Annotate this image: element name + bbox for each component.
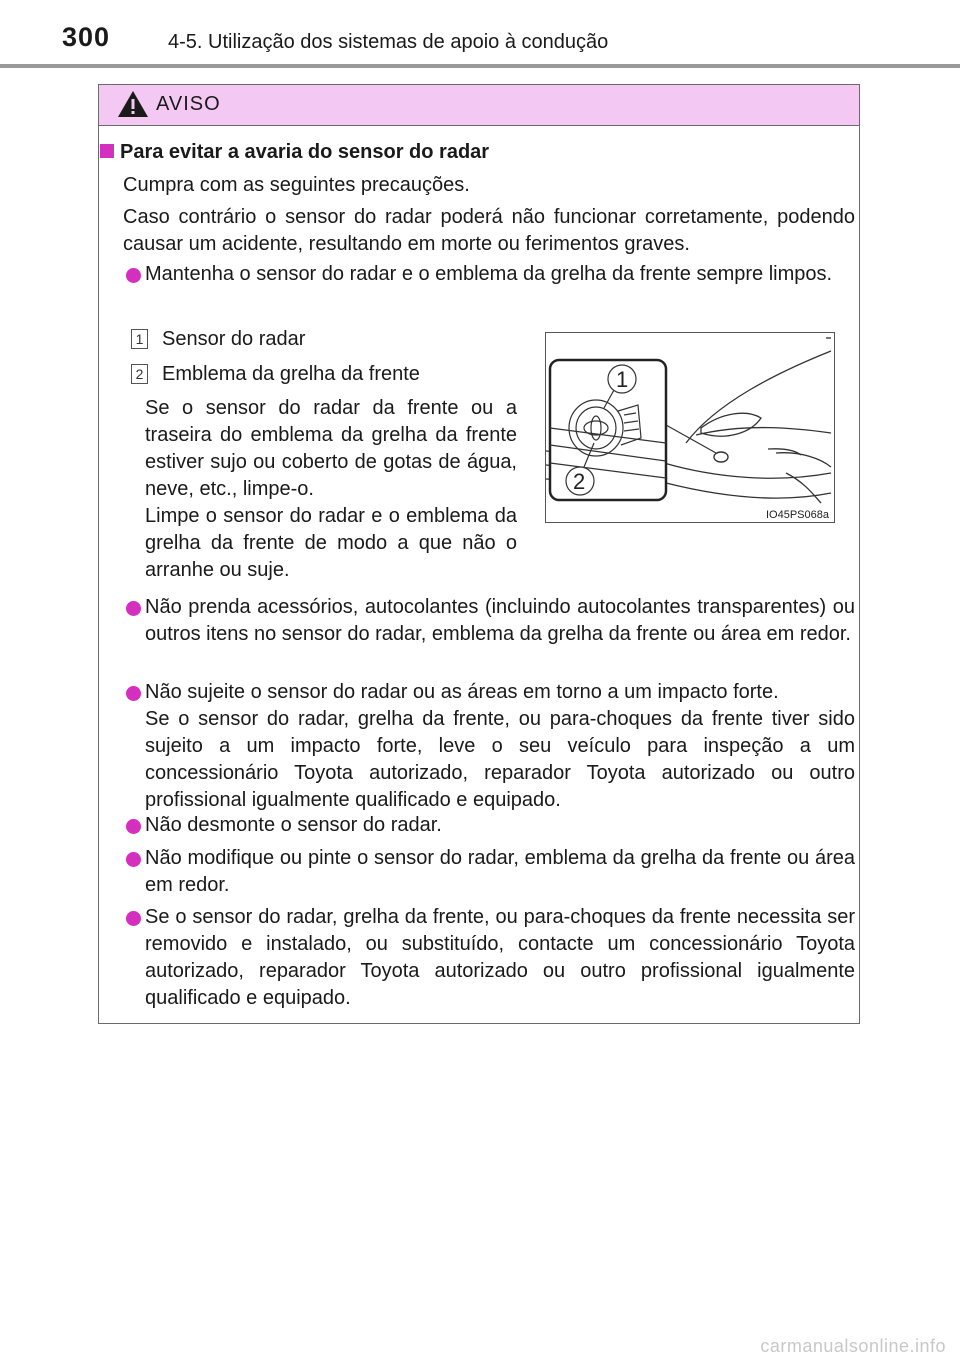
- bullet-no-accessories: Não prenda acessórios, autocolantes (incluindo autocolantes transparentes) ou outros itens no sensor do radar, emblema da grelha da frente ou área em redor.: [145, 596, 855, 645]
- bullet-dot-icon: [126, 268, 141, 283]
- bullet-dot-icon: [126, 911, 141, 926]
- bullet-dot-icon: [126, 601, 141, 616]
- figure-radar-sensor-location: [545, 332, 835, 523]
- intro-paragraph: Caso contrário o sensor do radar poderá não funcionar corretamente, podendo causar um acidente, resultando em morte ou ferimentos graves.: [123, 206, 855, 255]
- callout-label: 1: [616, 367, 629, 392]
- warning-heading-text: Para evitar a avaria do sensor do radar: [120, 141, 490, 163]
- legend-grille-emblem: Emblema da grelha da frente: [162, 363, 420, 385]
- warning-label: AVISO: [156, 93, 221, 115]
- page-header: [0, 0, 960, 70]
- header-rule: [0, 64, 960, 68]
- section-title: 4-5. Utilização dos sistemas de apoio à condução: [168, 31, 609, 53]
- warning-heading: [100, 141, 489, 164]
- watermark: carmanualsonline.info: [760, 1336, 946, 1356]
- warning-triangle-icon: [117, 89, 149, 119]
- car-front-illustration: [546, 333, 835, 523]
- warning-header: [99, 85, 859, 126]
- bullet-impact-inspection: Se o sensor do radar, grelha da frente, ou para-choques da frente tiver sido sujeito a um impacto forte, leve o seu veículo para inspeção a um concessionário Toyota autorizado, reparador Toyota autorizado ou outro profissional igualmente qualificado e equipado.: [145, 708, 855, 811]
- square-bullet-icon: [100, 144, 114, 158]
- figure-caption: IO45PS068a: [766, 509, 829, 521]
- legend-number-badge: 2: [131, 364, 148, 384]
- bullet-dot-icon: [126, 852, 141, 867]
- bullet-dot-icon: [126, 819, 141, 834]
- note-clean-carefully: Limpe o sensor do radar e o emblema da grelha da frente de modo a que não o arranhe ou suje.: [145, 505, 517, 581]
- bullet-no-disassemble: Não desmonte o sensor do radar.: [145, 814, 442, 836]
- bullet-dot-icon: [126, 686, 141, 701]
- legend-number-badge: 1: [131, 329, 148, 349]
- bullet-no-modify: Não modifique ou pinte o sensor do radar, emblema da grelha da frente ou área em redor.: [145, 847, 855, 896]
- bullet-keep-clean: Mantenha o sensor do radar e o emblema da grelha da frente sempre limpos.: [145, 263, 833, 285]
- bullet-no-impact: Não sujeite o sensor do radar ou as áreas em torno a um impacto forte.: [145, 681, 779, 703]
- bullet-removal-service: Se o sensor do radar, grelha da frente, ou para-choques da frente necessita ser removido e instalado, ou substituído, contacte um concessionário Toyota autorizado, reparador Toyota autorizado ou outro profissional igualmente qualificado e equipado.: [145, 906, 855, 1009]
- intro-line: Cumpra com as seguintes precauções.: [123, 174, 470, 196]
- page-number: 300: [62, 22, 111, 52]
- callout-label: 2: [573, 469, 586, 494]
- note-dirty-sensor: Se o sensor do radar da frente ou a traseira do emblema da grelha da frente estiver sujo ou coberto de gotas de água, neve, etc., limpe-o.: [145, 397, 517, 500]
- legend-radar-sensor: Sensor do radar: [162, 328, 306, 350]
